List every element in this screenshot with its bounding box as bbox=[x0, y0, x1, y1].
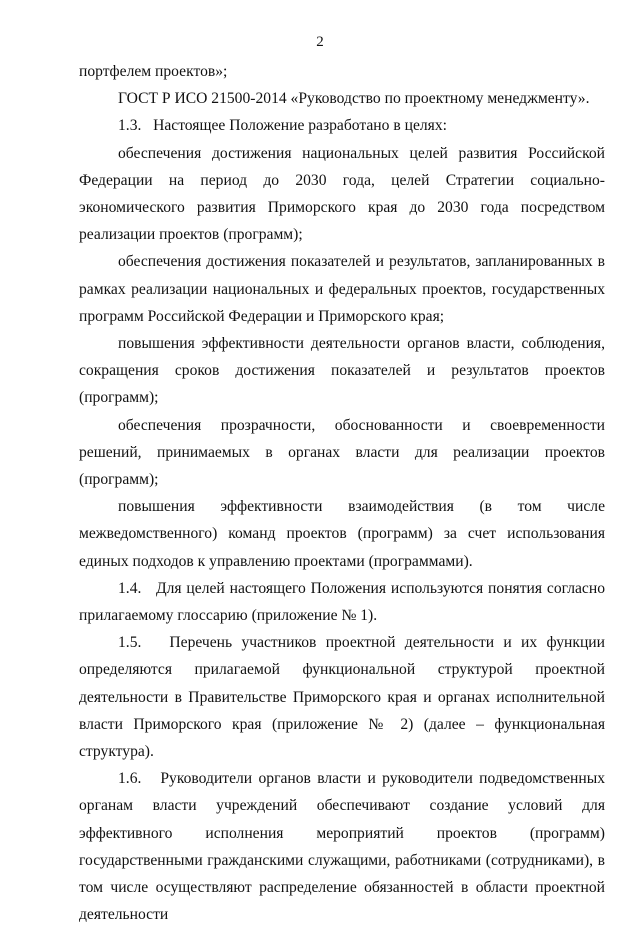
paragraph-goal-national: обеспечения достижения национальных целей развития Российской Федерации на период до 2030 года, целей Стратегии социально-экономического развития Приморского края до 2030 года посредством реализации проектов (программ); bbox=[79, 144, 605, 244]
paragraph-goal-interaction: повышения эффективности взаимодействия (в том числе межведомственного) команд проектов (программ) за счет использования единых подходов к управлению проектами (программами). bbox=[79, 498, 605, 570]
paragraph-1-4-glossary: 1.4. Для целей настоящего Положения используются понятия согласно прилагаемому глоссарию (приложение № 1). bbox=[79, 579, 605, 625]
paragraph-goal-transparency: обеспечения прозрачности, обоснованности и своевременности решений, принимаемых в органах власти для реализации проектов (программ); bbox=[79, 416, 605, 489]
paragraph-1-6-managers: 1.6. Руководители органов власти и руководители подведомственных органам власти учреждений обеспечивают создание условий для эффективного исполнения мероприятий проектов (программ) государственными гражданскими служащими, работниками (сотрудниками), в том числе осуществляют распределение обязанностей в области проектной деятельности bbox=[79, 770, 605, 924]
paragraph-portfolio-end: портфелем проектов»; bbox=[79, 63, 228, 80]
paragraph-1-3-heading: 1.3. Настоящее Положение разработано в целях: bbox=[118, 117, 447, 135]
paragraph-gost-reference: ГОСТ Р ИСО 21500-2014 «Руководство по проектному менеджменту». bbox=[118, 90, 590, 108]
document-body bbox=[79, 58, 605, 929]
paragraph-goal-efficiency: повышения эффективности деятельности органов власти, соблюдения, сокращения сроков достижения показателей и результатов проектов (программ); bbox=[79, 335, 605, 407]
page-number: 2 bbox=[316, 34, 324, 50]
paragraph-goal-indicators: обеспечения достижения показателей и результатов, запланированных в рамках реализации национальных и федеральных проектов, государственных программ Российской Федерации и Приморского края; bbox=[79, 253, 605, 325]
paragraph-1-5-participants: 1.5. Перечень участников проектной деятельности и их функции определяются прилагаемой функциональной структурой проектной деятельности в Правительстве Приморского края и органах исполнительной власти Приморского края (приложение № 2) (далее – функциональная структура). bbox=[79, 634, 605, 761]
